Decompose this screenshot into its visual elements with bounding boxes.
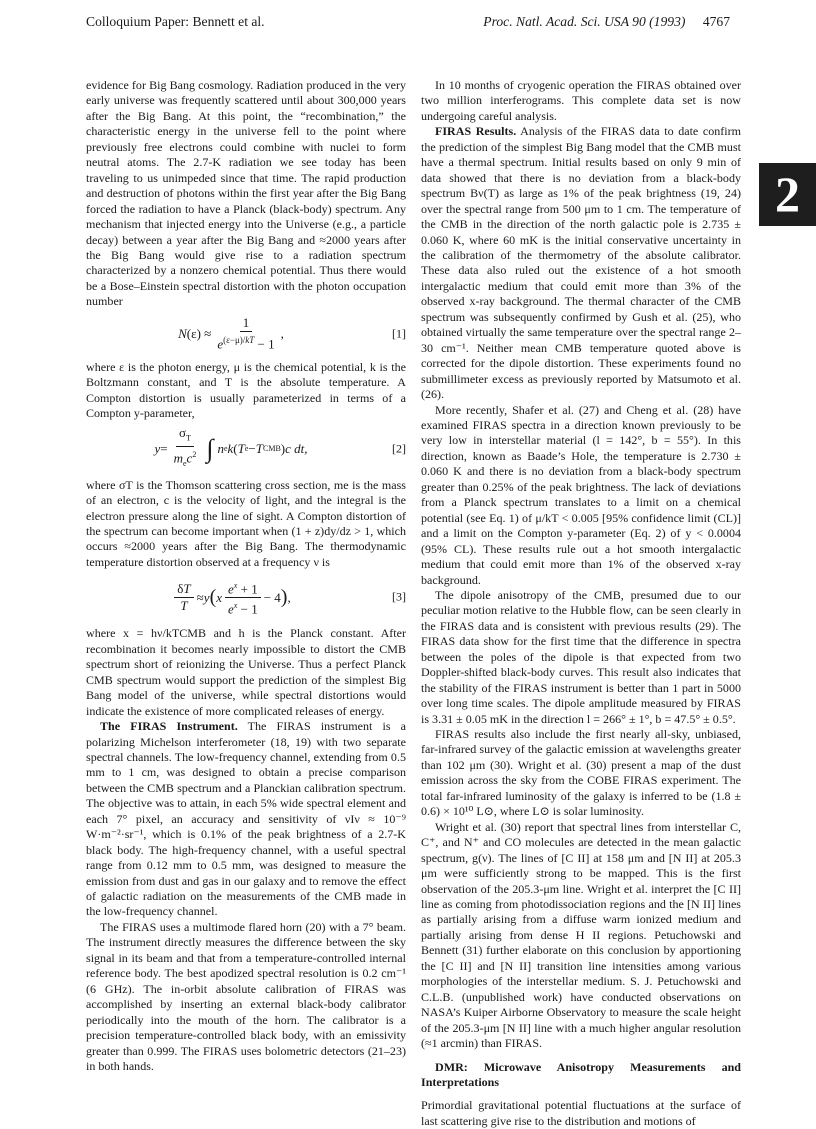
equation-body: N (ε) ≈ $\frac{1}{e^{(\varepsilon-\mu)/kT} - 1}$ , xyxy=(178,315,284,352)
paragraph: In 10 months of cryogenic operation the FIRAS obtained over two million interferograms. This complete data set is now undergoing careful analysis. xyxy=(421,78,741,123)
paragraph: FIRAS results also include the first nearly all-sky, unbiased, far-infrared survey of the galactic emission at wavelengths greater than 102 μm (30). Wright et al. (30) present a map of the dust emission across the sky from the COBE FIRAS experiment. The total far-infrared luminosity of the galaxy is inferred to be (1.8 ± 0.6) × 10¹⁰ L⊙, where L⊙ is solar luminosity. xyxy=(421,727,741,819)
equation-3 xyxy=(86,574,406,620)
paragraph: where σT is the Thomson scattering cross section, me is the mass of an electron, c is the velocity of light, and the integral is the electron pressure along the line of sight. A Compton distortion of the spectrum can become important when (1 + z)dy/dz > 1, which occurs ≈2000 years after the Big Bang. The thermodynamic temperature distortion observed at a frequency ν is xyxy=(86,477,406,569)
section-tab: 2 xyxy=(759,163,816,226)
equation-body: y = $\frac{\sigma_T}{m_ec^2}$ ∫ n e k ( T e − T CMB ) c dt , xyxy=(154,424,308,469)
equation-number: [2] xyxy=(392,440,406,455)
paragraph-text: The FIRAS instrument is a polarizing Michelson interferometer (18, 19) with two separate spectral channels. The low-frequency channel, extending from 0.5 mm to 1 cm, was designed to obtain a precise comparison between the CMB spectrum and a Planckian calibration spectrum. The objective was to attain, in each 5% wide spectral element and each 7° pixel, an accuracy and sensitivity of νIν ≈ 10⁻⁹ W·m⁻²·sr⁻¹, which is 0.1% of the peak brightness of a 2.7-K black body. The high-frequency channel, with a useful spectral range from 0.12 mm to 0.5 mm, was designed to measure the emission from dust and gas in our galaxy and to remove the effect of galactic radiation on the measurements of the CMB made in the low-frequency channel. xyxy=(86,719,406,919)
journal-citation xyxy=(483,14,730,30)
paragraph: More recently, Shafer et al. (27) and Cheng et al. (28) have examined FIRAS spectra in a direction known previously to be very low in interstellar material (l = 142°, b = 55°). In this direction, known as Baade’s Hole, the temperature is 2.730 ± 0.060 K and there is no deviation from a black-body spectrum greater than 0.25% of the peak brightness. The lack of deviations from a Planck spectrum translates to a limit on a chemical potential (see Eq. 1) of μ/kT < 0.005 [95% confidence limit (CL)] and a limit on the Compton y-parameter (Eq. 2) of y < 0.0004 (95% CL). These results rule out a hot smooth intergalactic medium that could emit more than 1% of the observed x-ray background. xyxy=(421,402,741,587)
paragraph: where x = hν/kTCMB and h is the Planck constant. After recombination it becomes nearly impossible to distort the CMB spectrum short of reionizing the Universe. Thus a perfect Planck CMB spectrum would support the prediction of the simplest Big Bang model of the universe, while spectral distortions would indicate the existence of more complicated releases of energy. xyxy=(86,626,406,718)
paragraph-text: Analysis of the FIRAS data to date confirm the prediction of the simplest Big Bang model that the CMB must have a thermal spectrum. Initial results based on only 9 min of data showed that there is no deviation from a black-body spectrum Bν(T) as large as 1% of the peak brightness (19, 24) over the spectral range from 500 μm to 1 cm. The temperature of the CMB in the direction of the north galactic pole is 2.735 ± 0.060 K, where 60 mK is the initial conservative uncertainty in the calibration of the thermometry of the absolute calibrator. These data also ruled out the existence of a hot smooth intergalactic medium that could emit more than 3% of the observed x-ray background. The thermal character of the CMB spectrum was subsequently confirmed by Gush et al. (25), who obtained virtually the same temperature over the spectral range 2–30 cm⁻¹. Neither mean CMB temperature quoted above is corrected for the dipole distortion. These experiments found no submillimeter excess as previously reported by Matsumoto et al. (26). xyxy=(421,124,741,402)
paragraph: where ε is the photon energy, μ is the chemical potential, k is the Boltzmann constant, and T is the absolute temperature. A Compton distortion is usually parameterized in terms of a Compton y-parameter, xyxy=(86,359,406,421)
equation-2 xyxy=(86,426,406,472)
equation-1 xyxy=(86,314,406,354)
right-column xyxy=(421,78,741,1129)
equation-number: [1] xyxy=(392,326,406,341)
section-heading: DMR: Microwave Anisotropy Measurements and Interpretations xyxy=(421,1059,741,1089)
paragraph: The FIRAS uses a multimode flared horn (20) with a 7° beam. The instrument directly measures the difference between the sky signal in its beam and that from a temperature-controlled internal reference body. The best apodized spectral resolution is 0.2 cm⁻¹ (6 GHz). The in-orbit absolute calibration of FIRAS was accomplished by inserting an external black-body calibrator periodically into the mouth of the horn. The calibrator is a precision temperature-controlled black body, with an emissivity greater than 0.999. The FIRAS uses bolometric detectors (21–23) in both hands. xyxy=(86,919,406,1074)
run-in-heading: FIRAS Results. xyxy=(435,124,517,139)
left-column xyxy=(86,78,406,1074)
paragraph: Wright et al. (30) report that spectral lines from interstellar C, C⁺, and N⁺ and CO molecules are detected in the mean galactic spectrum, g(ν). The lines of [C II] at 158 μm and [N II] at 205.3 μm were sufficiently strong to be mapped. This is the first observation of the 205.3-μm line. Wright et al. interpret the [C II] line as coming from photodissociation regions and the [N II] lines as partially arising from a diffuse warm ionized medium and partially arising from dense H II regions. Petuchowski and Bennett (31) further elaborate on this conclusion by apportioning the [C II] and [N II] transition line intensities among various morphologies of the interstellar medium. S. J. Petuchowski and C.L.B. (unpublished work) have conducted observations on NASA’s Kuiper Airborne Observatory to measure the scale height of the 205.3-μm [N II] line with a much higher angular resolution (≈1 arcmin) than FIRAS. xyxy=(421,819,741,1051)
equation-body: $\frac{\delta T}{T}$ ≈ y ( x $\frac{e^x + 1}{e^x - 1}$ − 4 ) , xyxy=(86,574,376,620)
paragraph: Primordial gravitational potential fluctuations at the surface of last scattering give rise to the distribution and motions of xyxy=(421,1098,741,1128)
paragraph xyxy=(421,124,741,402)
paragraph xyxy=(86,719,406,920)
page-header xyxy=(86,14,730,36)
running-title: Colloquium Paper: Bennett et al. xyxy=(86,14,265,29)
equation-number: [3] xyxy=(392,589,406,604)
paragraph: The dipole anisotropy of the CMB, presumed due to our peculiar motion relative to the Hubble flow, can be seen clearly in the FIRAS data and is consistent with previous results (29). The FIRAS data show for the first time that the difference in spectra between the poles of the dipole is that expected from two Doppler-shifted black-body curves. This result also indicates that the stability of the FIRAS instrument is better than 1 part in 5000 over long time scales. The dipole amplitude measured by FIRAS is 3.31 ± 0.05 mK in the direction l = 266° ± 1°, b = 47.5° ± 0.5°. xyxy=(421,587,741,726)
run-in-heading: The FIRAS Instrument. xyxy=(100,719,238,734)
journal-name: Proc. Natl. Acad. Sci. USA 90 (1993) xyxy=(483,14,686,29)
page-number: 4767 xyxy=(702,14,730,29)
paragraph: evidence for Big Bang cosmology. Radiation produced in the very early universe was frequently scattered until about 300,000 years after the Big Bang. At this point, the “recombination,” the characteristic energy in the universe fell to the point where previously free electrons could combine with nuclei to form neutral atoms. The 2.7-K radiation we see today has been traveling to us unimpeded since that time. The rapid production and destruction of photons within the first year after the Big Bang forced the radiation to have a Planck (black-body) spectrum. Any mechanism that injected energy into the Universe (e.g., a particle decay) between a year after the Big Bang and ≈2000 years after the Big Bang would give rise to a radiation spectrum characterized by a nonzero chemical potential. Thus there would be a Bose–Einstein spectral distortion with the photon occupation number xyxy=(86,78,406,309)
